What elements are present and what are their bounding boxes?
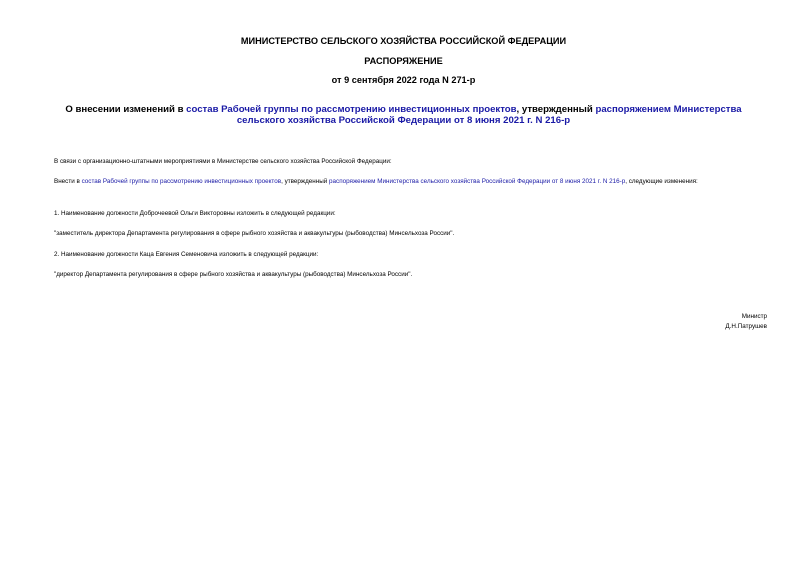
- amend-suffix: , следующие изменения:: [625, 178, 698, 185]
- signature-position: Министр: [741, 313, 767, 320]
- paragraph-item-1-text: "заместитель директора Департамента регулирования в сфере рыбного хозяйства и аквакультуры (рыбоводства) Минсельхоза России".: [54, 230, 455, 237]
- paragraph-preamble: В связи с организационно-штатными мероприятиями в Министерстве сельского хозяйства Российской Федерации:: [54, 158, 392, 165]
- amend-middle: , утвержденный: [281, 178, 330, 185]
- ministry-name: МИНИСТЕРСТВО СЕЛЬСКОГО ХОЗЯЙСТВА РОССИЙСКОЙ ФЕДЕРАЦИИ: [240, 36, 567, 46]
- title-middle: , утвержденный: [516, 104, 596, 115]
- document-date-number: от 9 сентября 2022 года N 271-р: [331, 75, 476, 85]
- title-link-working-group[interactable]: состав Рабочей группы по рассмотрению инвестиционных проектов: [186, 104, 517, 115]
- document-title: [40, 104, 767, 126]
- title-prefix: О внесении изменений в: [65, 104, 187, 115]
- paragraph-item-2: 2. Наименование должности Каца Евгения Семеновича изложить в следующей редакции:: [54, 251, 319, 258]
- amend-prefix: Внести в: [54, 178, 82, 185]
- amend-link-working-group[interactable]: состав Рабочей группы по рассмотрению инвестиционных проектов: [81, 178, 282, 185]
- title-link-order-216[interactable]: распоряжением Министерства сельского хозяйства Российской Федерации от 8 июня 2021 г. N 216-р: [236, 104, 742, 126]
- signature-name: Д.Н.Патрушев: [725, 323, 767, 330]
- paragraph-item-1: 1. Наименование должности Доброчеевой Ольги Викторовны изложить в следующей редакции:: [54, 210, 336, 217]
- paragraph-amend: [40, 178, 768, 186]
- document-type: РАСПОРЯЖЕНИЕ: [364, 56, 443, 66]
- paragraph-item-2-text: "директор Департамента регулирования в сфере рыбного хозяйства и аквакультуры (рыбоводства) Минсельхоза России".: [54, 271, 413, 278]
- amend-link-order-216[interactable]: распоряжением Министерства сельского хозяйства Российской Федерации от 8 июня 2021 г. N 216-р: [329, 178, 626, 185]
